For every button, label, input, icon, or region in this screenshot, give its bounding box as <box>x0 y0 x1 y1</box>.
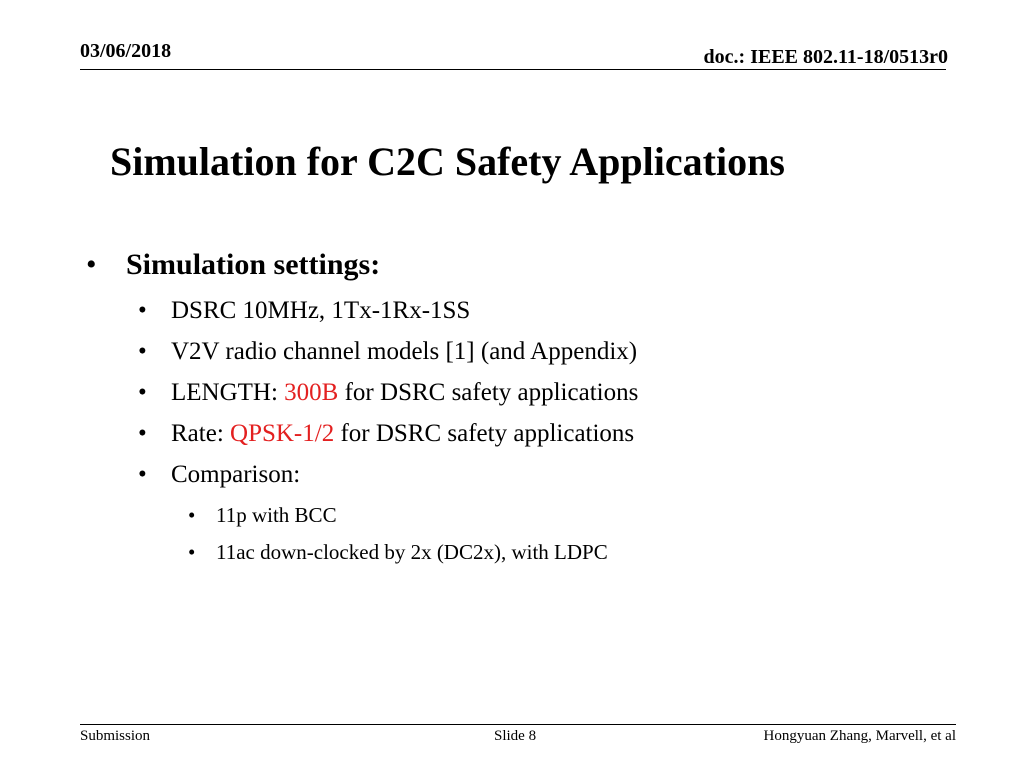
bullet-length <box>138 379 638 407</box>
header-divider <box>80 69 946 70</box>
footer-slide-number: Slide 8 <box>494 728 537 744</box>
bullet-text: 11p with BCC <box>216 503 337 527</box>
highlight-length-value: 300B <box>284 379 339 406</box>
slide-title: Simulation for C2C Safety Applications <box>110 139 785 184</box>
bullet-text-prefix: LENGTH: <box>171 379 285 406</box>
footer-divider <box>80 724 956 725</box>
subbullet-11ac <box>188 540 608 565</box>
header-doc-id: doc.: IEEE 802.11-18/0513r0 <box>703 46 948 68</box>
bullet-icon: • <box>138 379 147 406</box>
bullet-text: Comparison: <box>171 461 301 488</box>
bullet-icon: • <box>188 503 196 527</box>
footer-authors: Hongyuan Zhang, Marvell, et al <box>763 728 956 744</box>
bullet-icon: • <box>138 420 147 447</box>
bullet-icon: • <box>138 338 147 365</box>
bullet-dsrc <box>138 297 470 325</box>
bullet-icon: • <box>138 461 147 488</box>
bullet-rate <box>138 420 634 448</box>
bullet-simulation-settings <box>86 248 380 282</box>
footer-submission: Submission <box>80 728 151 744</box>
bullet-text: V2V radio channel models [1] (and Appendix) <box>171 338 638 365</box>
bullet-icon: • <box>138 297 147 324</box>
subbullet-11p <box>188 503 337 528</box>
bullet-text-suffix: for DSRC safety applications <box>338 379 639 406</box>
highlight-rate-value: QPSK-1/2 <box>230 420 335 447</box>
bullet-text: 11ac down-clocked by 2x (DC2x), with LDPC <box>216 540 608 564</box>
bullet-icon: • <box>188 540 196 564</box>
bullet-text: DSRC 10MHz, 1Tx-1Rx-1SS <box>171 297 471 324</box>
bullet-channel-models <box>138 338 637 366</box>
bullet-text: Simulation settings: <box>126 248 381 281</box>
header-date: 03/06/2018 <box>80 40 172 62</box>
bullet-text-prefix: Rate: <box>171 420 231 447</box>
bullet-icon: • <box>86 248 97 281</box>
bullet-comparison <box>138 461 300 489</box>
bullet-text-suffix: for DSRC safety applications <box>334 420 635 447</box>
